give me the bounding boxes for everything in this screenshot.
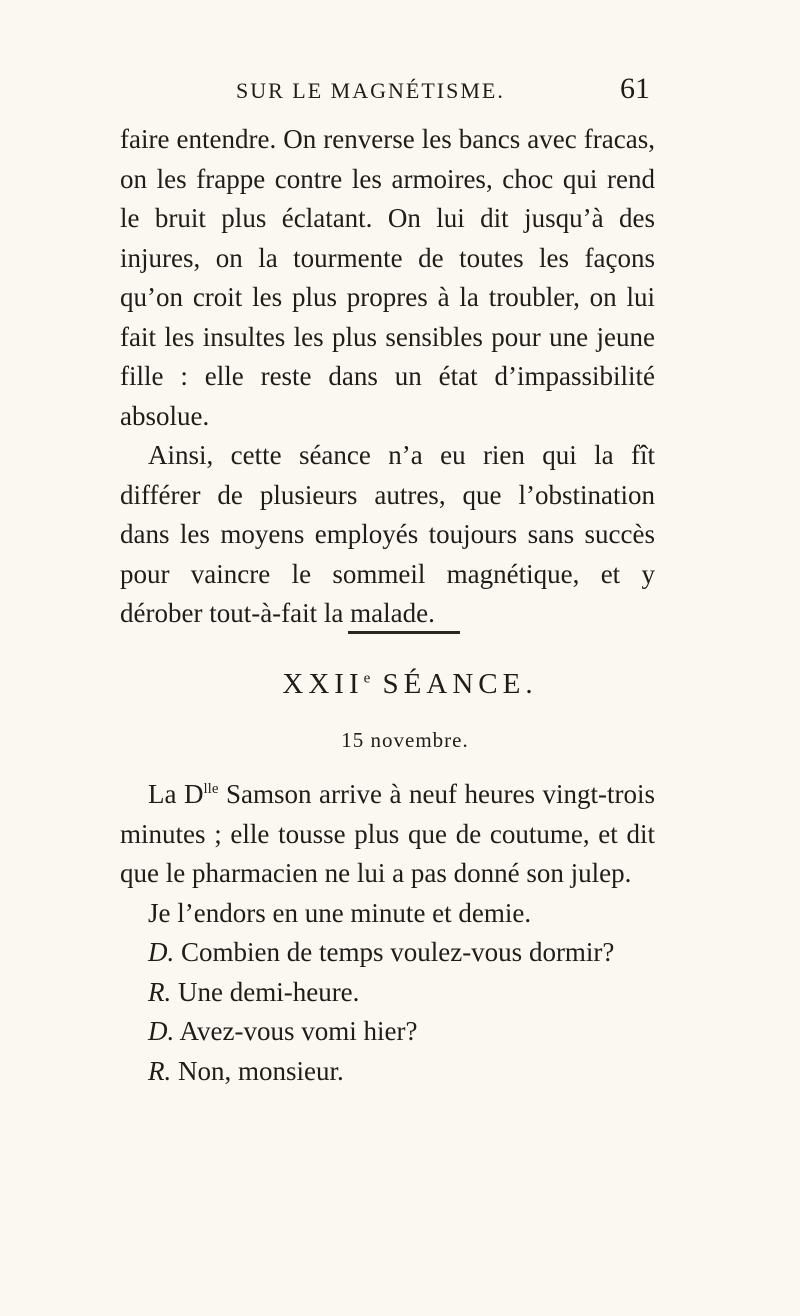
section-date: 15 novembre.: [341, 728, 469, 752]
dialogue-line: [120, 973, 655, 1013]
section-word: SÉANCE.: [382, 668, 538, 700]
section-body: [120, 770, 655, 1091]
running-title: SUR LE MAGNÉTISME.: [236, 78, 505, 103]
dialogue-speaker: R.: [148, 976, 172, 1007]
paragraph-2: Ainsi, cette séance n’a eu rien qui la fît différer de plusieurs autres, que l’obstination dans les moyens employés toujours sans succès pour vaincre le sommeil magnétique, et y dérober tout-à-fait la malade.: [120, 440, 655, 628]
dialogue-text: Avez-vous vomi hier?: [179, 1016, 418, 1046]
dialogue-line: [120, 933, 655, 973]
section-title: [0, 668, 800, 701]
paragraph-1: faire entendre. On renverse les bancs avec fracas, on les frappe contre les armoires, choc qui rend le bruit plus éclatant. On lui dit jusqu’à des injures, on la tourmente de toutes les façons qu’on croit les plus propres à la troubler, on lui fait les insultes les plus sensibles pour une jeune fille : elle reste dans un état d’impassibilité absolue.: [120, 124, 655, 431]
section-paragraph-1-start: La D: [148, 779, 204, 809]
mademoiselle-abbrev-suffix: lle: [203, 781, 219, 797]
page-number: 61: [620, 72, 650, 105]
section-paragraph-1: [120, 770, 655, 894]
dialogue-speaker: R.: [148, 1055, 172, 1086]
dialogue-text: Non, monsieur.: [178, 1055, 344, 1086]
section-number-suffix: e: [363, 670, 371, 687]
dialogue-speaker: D.: [148, 1016, 175, 1046]
dialogue-text: Une demi-heure.: [178, 976, 360, 1007]
dialogue-line: [120, 1052, 655, 1092]
body-text: [120, 120, 655, 634]
dialogue-text: Combien de temps voulez-vous dormir?: [181, 937, 615, 967]
section-divider: [348, 631, 460, 634]
section-number: XXII: [282, 668, 364, 700]
section-paragraph-2: Je l’endors en une minute et demie.: [148, 897, 532, 928]
page-header: [120, 68, 650, 108]
dialogue-line: [120, 1012, 655, 1052]
section-paragraph-1-rest: Samson arrive à neuf heures vingt-trois minutes ; elle tousse plus que de coutume, et dit que le pharmacien ne lui a pas donné son julep.: [120, 779, 655, 888]
dialogue-speaker: D.: [148, 937, 175, 967]
